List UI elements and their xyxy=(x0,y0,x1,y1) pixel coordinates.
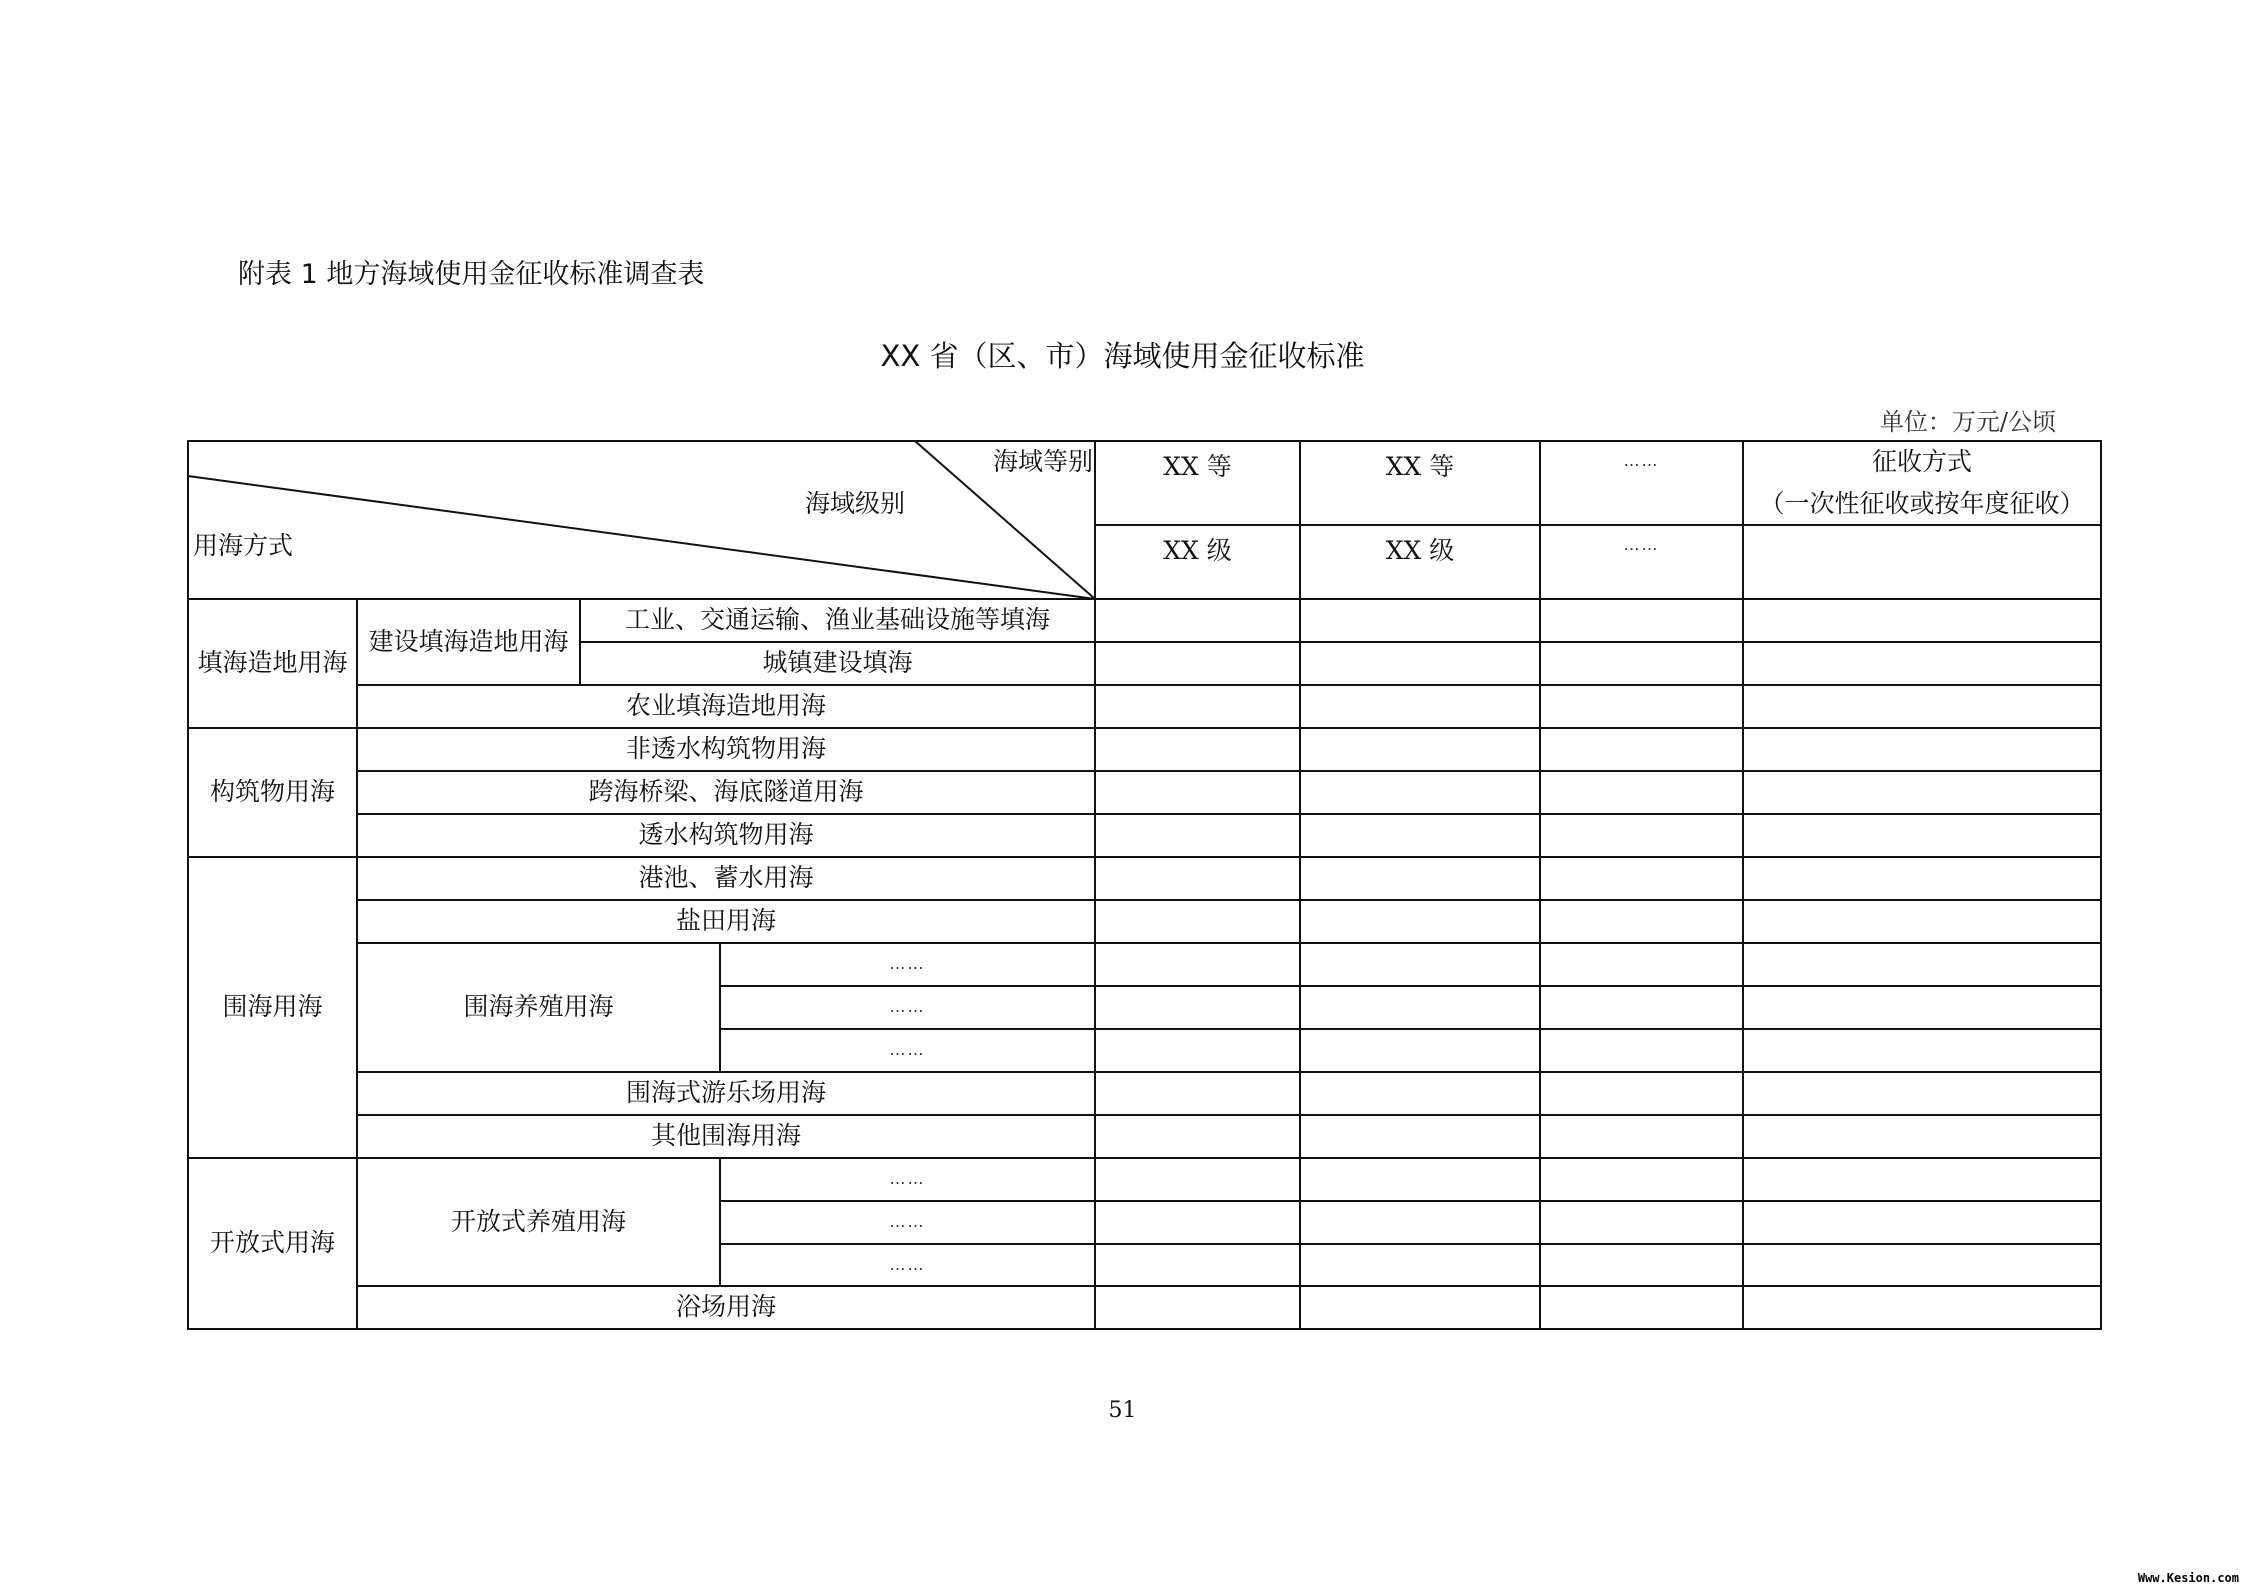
table-title: XX 省（区、市）海域使用金征收标准 xyxy=(880,339,1365,373)
header-use-mode-label: 用海方式 xyxy=(193,530,294,560)
row-bridge-tunnel: 跨海桥梁、海底隧道用海 xyxy=(588,777,864,807)
subcategory-construction-reclamation: 建设填海造地用海 xyxy=(368,626,569,656)
row-port-reservoir: 港池、蓄水用海 xyxy=(638,863,814,893)
row-other-enclosed: 其他围海用海 xyxy=(650,1121,801,1151)
appendix-title: 附表 1 地方海域使用金征收标准调查表 xyxy=(238,259,705,290)
row-urban-reclamation: 城镇建设填海 xyxy=(762,648,913,678)
subcategory-enclosed-aquaculture: 围海养殖用海 xyxy=(463,992,614,1022)
collection-method-note: （一次性征收或按年度征收） xyxy=(1759,488,2085,518)
category-enclosed-sea: 围海用海 xyxy=(222,992,323,1022)
row-open-aquaculture-item: …… xyxy=(889,1169,926,1189)
subcategory-open-aquaculture: 开放式养殖用海 xyxy=(450,1206,626,1236)
row-enclosed-recreation: 围海式游乐场用海 xyxy=(625,1078,826,1108)
watermark: Www.Kesion.com xyxy=(2137,1571,2239,1585)
row-enclosed-aquaculture-item: …… xyxy=(889,997,926,1017)
row-nonpermeable-structure: 非透水构筑物用海 xyxy=(625,734,826,764)
level-1-header: XX 级 xyxy=(1163,536,1232,565)
row-salt-field: 盐田用海 xyxy=(675,906,776,936)
level-more-header: …… xyxy=(1623,535,1660,554)
header-sea-level-label: 海域级别 xyxy=(804,488,905,518)
row-enclosed-aquaculture-item: …… xyxy=(889,954,926,974)
category-structure-use: 构筑物用海 xyxy=(209,777,335,807)
unit-label: 单位：万元/公顷 xyxy=(1879,408,2056,436)
row-open-aquaculture-item: …… xyxy=(889,1254,926,1274)
collection-method-header: 征收方式 xyxy=(1871,446,1972,476)
row-enclosed-aquaculture-item: …… xyxy=(889,1040,926,1060)
grade-more-header: …… xyxy=(1623,451,1660,470)
row-agricultural-reclamation: 农业填海造地用海 xyxy=(625,691,826,721)
category-open-sea: 开放式用海 xyxy=(209,1228,335,1258)
level-2-header: XX 级 xyxy=(1385,536,1455,565)
grade-2-header: XX 等 xyxy=(1385,452,1455,481)
header-sea-grade-label: 海域等别 xyxy=(992,446,1093,476)
row-bathing-beach: 浴场用海 xyxy=(675,1292,776,1322)
row-open-aquaculture-item: …… xyxy=(889,1212,926,1232)
grade-1-header: XX 等 xyxy=(1163,452,1232,481)
page-number: 51 xyxy=(1108,1398,1137,1423)
row-permeable-structure: 透水构筑物用海 xyxy=(638,820,814,850)
category-land-reclamation: 填海造地用海 xyxy=(197,648,348,678)
row-industrial-reclamation: 工业、交通运输、渔业基础设施等填海 xyxy=(624,605,1050,635)
